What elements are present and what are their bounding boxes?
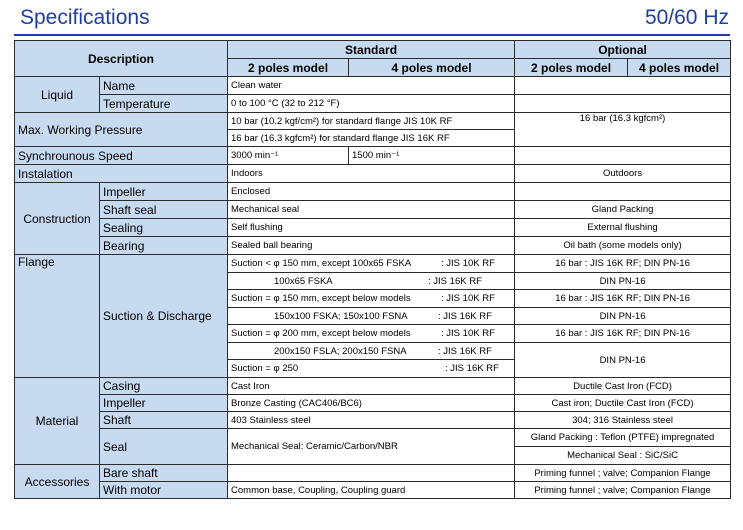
speed-4-poles: 1500 min⁻¹ <box>349 147 515 165</box>
construction-sealing-opt: External flushing <box>515 219 731 237</box>
header-std-4-poles: 4 poles model <box>349 59 515 77</box>
material-impeller-label: Impeller <box>100 395 228 412</box>
installation-optional: Outdoors <box>515 165 731 183</box>
accessories-with-motor-opt: Priming funnel ; valve; Companion Flange <box>515 482 731 499</box>
pressure-label: Max. Working Pressure <box>15 113 228 147</box>
construction-bearing-std: Sealed ball bearing <box>228 237 515 255</box>
construction-shaft-seal-opt: Gland Packing <box>515 201 731 219</box>
flange-row-4-text: 150x100 FSKA; 150x100 FSNA <box>274 310 408 322</box>
flange-row-2-std: : JIS 16K RF <box>428 275 482 287</box>
liquid-name-label: Name <box>100 77 228 95</box>
pressure-optional: 16 bar (16.3 kgfcm²) <box>515 113 731 147</box>
specifications-table <box>14 40 731 499</box>
pressure-std-10k: 10 bar (10.2 kgf/cm²) for standard flange JIS 10K RF <box>228 113 515 130</box>
header-standard: Standard <box>228 41 515 59</box>
header-description: Description <box>15 41 228 77</box>
flange-row-2 <box>228 273 515 290</box>
flange-row-3-opt: 16 bar : JIS 16K RF; DIN PN-16 <box>515 290 731 308</box>
material-seal-opt-mechanical: Mechanical Seal : SiC/SiC <box>515 447 731 465</box>
flange-row-4-std: : JIS 16K RF <box>438 310 492 322</box>
material-label: Material <box>15 378 100 465</box>
liquid-temperature-label: Temperature <box>100 95 228 113</box>
flange-row-1 <box>228 255 515 273</box>
flange-row-5-opt: 16 bar : JIS 16K RF; DIN PN-16 <box>515 325 731 343</box>
material-impeller-std: Bronze Casting (CAC406/BC6) <box>228 395 515 412</box>
flange-row-7-text: Suction = φ 250 <box>231 363 299 374</box>
accessories-label: Accessories <box>15 465 100 499</box>
flange-row-3-text: Suction = φ 150 mm, except below models <box>231 293 411 304</box>
flange-row-5-std: : JIS 10K RF <box>441 328 495 339</box>
construction-sealing-std: Self flushing <box>228 219 515 237</box>
flange-row-7 <box>228 360 515 378</box>
material-casing-opt: Ductile Cast Iron (FCD) <box>515 378 731 395</box>
construction-bearing-label: Bearing <box>100 237 228 255</box>
construction-impeller-std: Enclosed <box>228 183 515 201</box>
material-shaft-label: Shaft <box>100 412 228 429</box>
page-title: Specifications <box>20 6 150 29</box>
construction-impeller-label: Impeller <box>100 183 228 201</box>
flange-row-1-std: : JIS 10K RF <box>441 258 495 269</box>
flange-row-2-text: 100x65 FSKA <box>274 275 333 287</box>
flange-row-6-7-opt: DIN PN-16 <box>515 343 731 378</box>
material-casing-label: Casing <box>100 378 228 395</box>
installation-standard: Indoors <box>228 165 515 183</box>
speed-optional <box>515 147 731 165</box>
flange-row-5-text: Suction = φ 200 mm, except below models <box>231 328 411 339</box>
pressure-std-16k: 16 bar (16.3 kgfcm²) for standard flange JIS 16K RF <box>228 130 515 147</box>
flange-row-6-text: 200x150 FSLA; 200x150 FSNA <box>274 345 407 357</box>
flange-row-7-std: : JIS 16K RF <box>445 363 499 374</box>
accessories-with-motor-label: With motor <box>100 482 228 499</box>
liquid-temperature-value: 0 to 100 °C (32 to 212 °F) <box>228 95 515 113</box>
construction-impeller-opt <box>515 183 731 201</box>
accessories-with-motor-std: Common base, Coupling, Coupling guard <box>228 482 515 499</box>
header-opt-4-poles: 4 poles model <box>628 59 731 77</box>
frequency-label: 50/60 Hz <box>644 6 729 29</box>
flange-row-1-opt: 16 bar : JIS 16K RF; DIN PN-16 <box>515 255 731 273</box>
title-divider <box>14 34 730 36</box>
material-seal-std: Mechanical Seal: Ceramic/Carbon/NBR <box>228 429 515 465</box>
construction-sealing-label: Sealing <box>100 219 228 237</box>
flange-row-4-opt: DIN PN-16 <box>515 308 731 325</box>
material-shaft-std: 403 Stainless steel <box>228 412 515 429</box>
speed-2-poles: 3000 min⁻¹ <box>228 147 349 165</box>
installation-label: Instalation <box>15 165 228 183</box>
flange-row-3-std: : JIS 10K RF <box>441 293 495 304</box>
accessories-bare-shaft-label: Bare shaft <box>100 465 228 482</box>
construction-label: Construction <box>15 183 100 255</box>
header-std-2-poles: 2 poles model <box>228 59 349 77</box>
flange-row-2-opt: DIN PN-16 <box>515 273 731 290</box>
header-opt-2-poles: 2 poles model <box>515 59 628 77</box>
material-shaft-opt: 304; 316 Stainless steel <box>515 412 731 429</box>
accessories-bare-shaft-opt: Priming funnel ; valve; Companion Flange <box>515 465 731 482</box>
flange-label: Flange <box>15 255 100 378</box>
flange-row-3 <box>228 290 515 308</box>
accessories-bare-shaft-std <box>228 465 515 482</box>
construction-shaft-seal-std: Mechanical seal <box>228 201 515 219</box>
liquid-label: Liquid <box>15 77 100 113</box>
material-casing-std: Cast Iron <box>228 378 515 395</box>
material-seal-opt-gland: Gland Packing : Teflon (PTFE) impregnated <box>515 429 731 447</box>
construction-bearing-opt: Oil bath (some models only) <box>515 237 731 255</box>
liquid-temperature-optional <box>515 95 731 113</box>
flange-row-4 <box>228 308 515 325</box>
liquid-name-value: Clean water <box>228 77 515 95</box>
construction-shaft-seal-label: Shaft seal <box>100 201 228 219</box>
flange-row-5 <box>228 325 515 343</box>
flange-row-1-text: Suction < φ 150 mm, except 100x65 FSKA <box>231 258 412 269</box>
material-impeller-opt: Cast iron; Ductile Cast Iron (FCD) <box>515 395 731 412</box>
speed-label: Synchrounous Speed <box>15 147 228 165</box>
flange-row-6-std: : JIS 16K RF <box>438 345 492 357</box>
material-seal-label: Seal <box>100 429 228 465</box>
liquid-name-optional <box>515 77 731 95</box>
flange-row-6 <box>228 343 515 360</box>
flange-suction-discharge-label: Suction & Discharge <box>100 255 228 378</box>
header-optional: Optional <box>515 41 731 59</box>
